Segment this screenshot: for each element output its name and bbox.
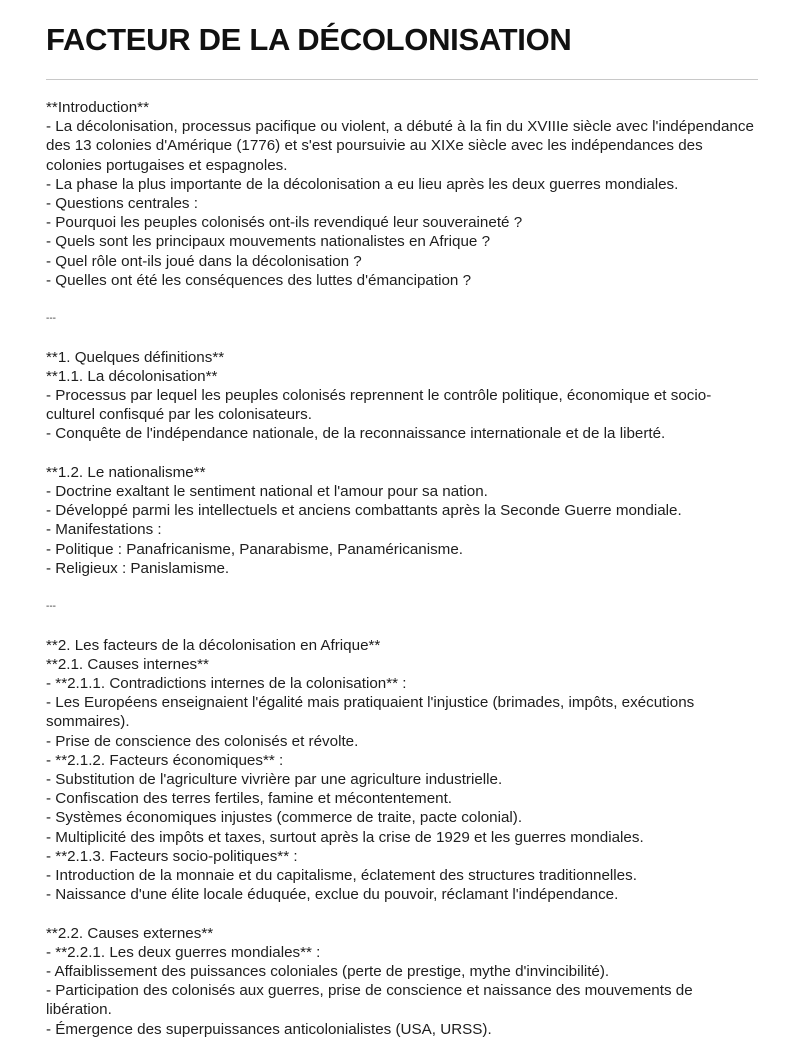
text-line: - La décolonisation, processus pacifique ou violent, a débuté à la fin du XVIIIe siècle avec l'indépendance des 13 colonies d'Amérique (1776) et s'est poursuivie au XIXe siècle avec les indépendances des colonies portugaises et espagnoles. (46, 118, 754, 174)
text-line: - Quels sont les principaux mouvements nationalistes en Afrique ? (46, 233, 491, 251)
text-line: - Systèmes économiques injustes (commerce de traite, pacte colonial). (46, 809, 523, 827)
text-line: **1.2. Le nationalisme** (46, 463, 206, 481)
text-line: - Conquête de l'indépendance nationale, de la reconnaissance internationale et de la liberté. (46, 425, 666, 443)
blank-line (46, 616, 758, 635)
text-line: - Politique : Panafricanisme, Panarabisme, Panaméricanisme. (46, 540, 464, 558)
text-line: - Émergence des superpuissances anticolonialistes (USA, URSS). (46, 1020, 492, 1038)
blank-line (46, 904, 758, 923)
title-divider (46, 79, 758, 80)
text-line: - Doctrine exaltant le sentiment national et l'amour pour sa nation. (46, 483, 488, 500)
text-line: - Confiscation des terres fertiles, famine et mécontentement. (46, 790, 453, 808)
document-body (46, 98, 758, 1039)
page-title: FACTEUR DE LA DÉCOLONISATION (46, 22, 572, 57)
text-line: - Quel rôle ont-ils joué dans la décolonisation ? (46, 252, 362, 270)
text-line: - Questions centrales : (46, 195, 198, 213)
blank-line (46, 328, 758, 347)
text-line: - Introduction de la monnaie et du capitalisme, éclatement des structures traditionnelles. (46, 867, 637, 885)
text-line: **1. Quelques définitions** (46, 348, 225, 366)
text-line: - Affaiblissement des puissances coloniales (perte de prestige, mythe d'invincibilité). (46, 963, 610, 981)
text-line: - Participation des colonisés aux guerres, prise de conscience et naissance des mouvements de libération. (46, 982, 693, 1019)
text-line: - Quelles ont été les conséquences des luttes d'émancipation ? (46, 271, 472, 289)
text-line: - La phase la plus importante de la décolonisation a eu lieu après les deux guerres mondiales. (46, 175, 679, 193)
text-line: - Manifestations : (46, 521, 162, 539)
text-line: - Multiplicité des impôts et taxes, surtout après la crise de 1929 et les guerres mondiales. (46, 828, 644, 846)
section-separator: --- (46, 601, 56, 613)
text-line: - Substitution de l'agriculture vivrière par une agriculture industrielle. (46, 771, 503, 788)
text-line: - Prise de conscience des colonisés et révolte. (46, 732, 359, 750)
text-line: **1.1. La décolonisation** (46, 367, 218, 385)
text-line: - Religieux : Panislamisme. (46, 559, 230, 577)
text-line: - **2.1.1. Contradictions internes de la colonisation** : (46, 674, 407, 692)
text-line: - Les Européens enseignaient l'égalité mais pratiquaient l'injustice (brimades, impôts, exécutions sommaires). (46, 694, 695, 731)
text-line: - **2.1.3. Facteurs socio-politiques** : (46, 847, 298, 865)
blank-line (46, 444, 758, 463)
blank-line (46, 578, 758, 597)
text-line: - **2.1.2. Facteurs économiques** : (46, 751, 284, 769)
text-line: **2.2. Causes externes** (46, 924, 214, 942)
text-line: - Processus par lequel les peuples colonisés reprennent le contrôle politique, économique et socio-culturel confisqué par les colonisateurs. (46, 387, 712, 424)
text-line: **Introduction** (46, 99, 150, 116)
text-line: - Pourquoi les peuples colonisés ont-ils revendiqué leur souveraineté ? (46, 214, 523, 232)
blank-line (46, 290, 758, 309)
text-line: **2.1. Causes internes** (46, 655, 209, 673)
text-line: - Développé parmi les intellectuels et anciens combattants après la Seconde Guerre mondiale. (46, 502, 682, 520)
text-line: - Naissance d'une élite locale éduquée, exclue du pouvoir, réclamant l'indépendance. (46, 886, 619, 904)
text-line: - **2.2.1. Les deux guerres mondiales** : (46, 943, 321, 961)
section-separator: --- (46, 313, 56, 325)
document-page (46, 18, 758, 1039)
text-line: **2. Les facteurs de la décolonisation en Afrique** (46, 636, 381, 654)
